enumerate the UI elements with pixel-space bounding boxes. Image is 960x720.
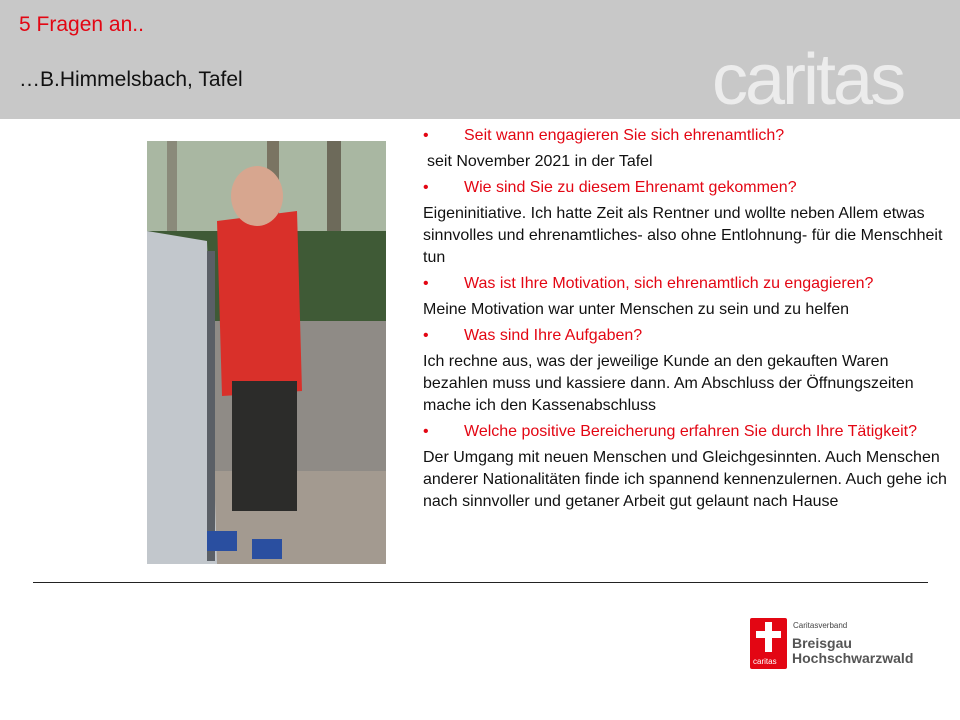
slide-subtitle: …B.Himmelsbach, Tafel bbox=[19, 68, 243, 91]
caritas-wordmark: caritas bbox=[712, 40, 904, 120]
bullet: • bbox=[423, 423, 429, 440]
question-3-text: Was ist Ihre Motivation, sich ehrenamtlich zu engagieren? bbox=[464, 275, 874, 292]
question-5-text: Welche positive Bereicherung erfahren Sie durch Ihre Tätigkeit? bbox=[464, 423, 917, 440]
logo-line-1: Breisgau bbox=[792, 635, 852, 651]
bullet: • bbox=[423, 127, 429, 144]
answer-2: Eigeninitiative. Ich hatte Zeit als Rentner und wollte neben Allem etwas sinnvolles und ehrenamtliches- also ohne Entlohnung- für die Menschheit tun bbox=[423, 205, 943, 266]
caritas-cross-icon bbox=[750, 618, 787, 669]
bullet: • bbox=[423, 327, 429, 344]
caritas-logo bbox=[750, 618, 940, 673]
slide-header bbox=[0, 0, 960, 119]
answer-3: Meine Motivation war unter Menschen zu sein und zu helfen bbox=[423, 301, 850, 318]
answer-4: Ich rechne aus, was der jeweilige Kunde an den gekauften Waren bezahlen muss und kassiere dann. Am Abschluss der Öffnungszeiten mache ich den Kassenabschluss bbox=[423, 353, 914, 414]
slide-title: 5 Fragen an.. bbox=[19, 13, 144, 36]
question-2-text: Wie sind Sie zu diesem Ehrenamt gekommen? bbox=[464, 179, 797, 196]
interview-content bbox=[423, 125, 948, 517]
question-1-text: Seit wann engagieren Sie sich ehrenamtlich? bbox=[464, 127, 785, 144]
question-1 bbox=[423, 125, 948, 147]
logo-line-2: Hochschwarzwald bbox=[792, 650, 914, 666]
answer-1: seit November 2021 in der Tafel bbox=[427, 153, 653, 170]
answer-5: Der Umgang mit neuen Menschen und Gleichgesinnten. Auch Menschen anderer Nationalitäten finde ich spannend kennenzulernen. Auch gehe ich nach sinnvoller und getaner Arbeit gut gelaunt nach Hause bbox=[423, 449, 947, 510]
question-4 bbox=[423, 325, 948, 347]
logo-mark-text: caritas bbox=[753, 657, 777, 666]
bullet: • bbox=[423, 179, 429, 196]
portrait-photo bbox=[147, 141, 386, 564]
logo-org-label: Caritasverband bbox=[793, 621, 848, 630]
question-2 bbox=[423, 177, 948, 199]
divider-line bbox=[33, 582, 928, 583]
question-5 bbox=[423, 421, 948, 443]
question-3 bbox=[423, 273, 948, 295]
question-4-text: Was sind Ihre Aufgaben? bbox=[464, 327, 643, 344]
bullet: • bbox=[423, 275, 429, 292]
